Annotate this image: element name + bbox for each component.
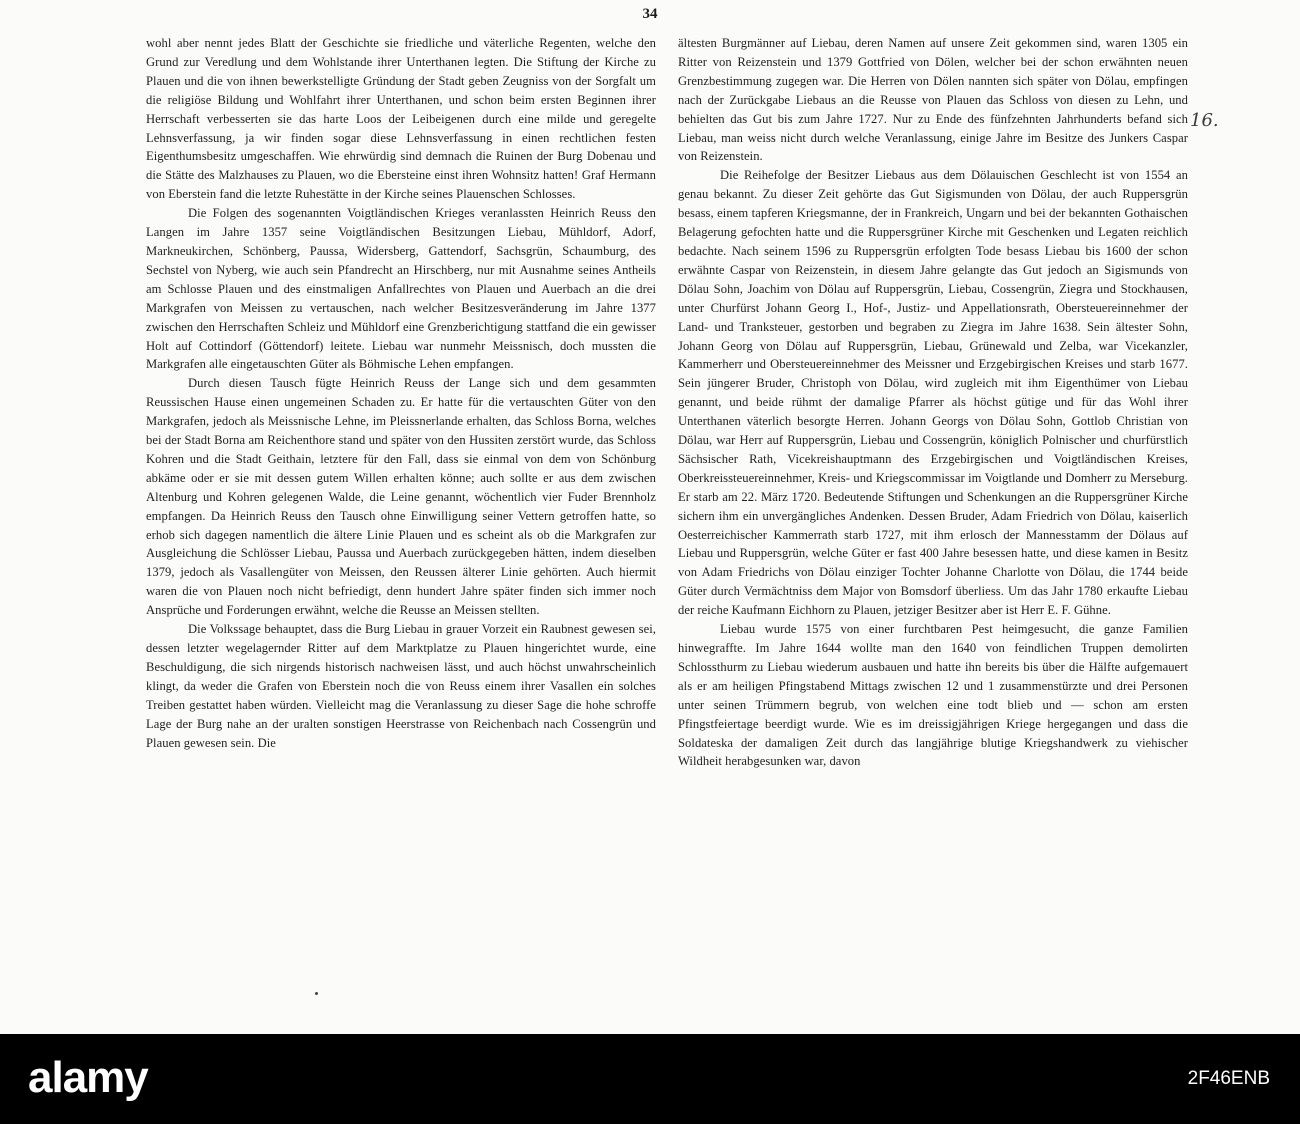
alamy-logo: alamy <box>28 1053 148 1102</box>
paragraph: wohl aber nennt jedes Blatt der Geschichte sie friedliche und väterliche Regenten, welche den Grund zur Veredlung und dem Wohlstande ihrer Unterthanen legten. Die Stiftung der Kirche zu Plauen und die von ihnen bewerkstelligte Gründung der Stadt geben Zeugniss von der Sorgfalt um die religiöse Bildung und Wohlfahrt ihrer Unterthanen, und schon beim ersten Beginnen ihrer Herrschaft verbesserten sie das harte Loos der Leibeigenen durch eine milde und geregelte Lehnsverfassung, ja wir finden sogar diese Lehnsverfassung in einen rechtlichen festen Eigenthumsbesitz umgeschaffen. Wie ehrwürdig sind demnach die Ruinen der Burg Dobenau und die Stätte des Malzhauses zu Plauen, wo die Ebersteine einst ihren Wohnsitz hatten! Graf Hermann von Eberstein fand die letzte Ruhestätte in der Kirche seines Plauenschen Schlosses. <box>146 36 656 202</box>
paragraph: ältesten Burgmänner auf Liebau, deren Namen auf unsere Zeit gekommen sind, waren 1305 ein Ritter von Reizenstein und 1379 Gottfried von Dölen, welcher bei der schon erwähnten neuen Grenzbestimmung zugegen war. Die Herren von Dölen nannten sich später von Dölau, empfingen nach der Zurückgabe Liebaus an die Reusse von Plauen das Schloss von diesen zu Lehn, und behielten das Gut bis zum Jahre 1727. Nur zu Ende des fünfzehnten Jahrhunderts befand sich Liebau, man weiss nicht durch welche Veranlassung, einige Jahre im Besitze des Junkers Caspar von Reizenstein. <box>678 36 1188 164</box>
handwritten-annotation: 16. <box>1190 110 1219 131</box>
paragraph: Die Volkssage behauptet, dass die Burg Liebau in grauer Vorzeit ein Raubnest gewesen sei, dessen letzter wegelagernder Ritter auf dem Marktplatze zu Plauen hingerichtet wurde, eine Beschuldigung, die sich nirgends historisch nachweisen lässt, und auch höchst unwahrscheinlich klingt, da weder die Grafen von Eberstein noch die von Reuss einem ihrer Vasallen ein solches Treiben gestattet haben würden. Vielleicht mag die Veranlassung zu dieser Sage die hohe schroffe Lage der Burg nahe an der uralten sonstigen Heerstrasse von Reichenbach nach Cossengrün und Plauen gewesen sein. Die <box>146 622 656 750</box>
paragraph: Die Folgen des sogenannten Voigtländischen Krieges veranlassten Heinrich Reuss den Langen im Jahre 1357 seine Voigtländischen Besitzungen Liebau, Mühldorf, Adorf, Markneukirchen, Schönberg, Paussa, Widersberg, Gattendorf, Sachsgrün, Schaumburg, des Sechstel von Nyberg, wie auch sein Pfandrecht an Hirschberg, nur mit Ausnahme seines Antheils am Schlosse Plauen und des einstmaligen Anfallrechtes von Plauen und Auerbach an die drei Markgrafen von Meissen zu vertauschen, nach welcher Besitzesveränderung im Jahre 1377 zwischen den Herrschaften Schleiz und Mühldorf eine Grenzberichtigung stattfand die ein gewisser Holt auf Cottindorf (Göttendorf) leitete. Liebau war nunmehr Meissnisch, doch mussten die Markgrafen alle eingetauschten Güter als Böhmische Lehen empfangen. <box>146 206 656 372</box>
watermark-bar <box>0 1034 1300 1124</box>
left-column <box>146 34 656 752</box>
image-id: 2F46ENB <box>1187 1068 1270 1089</box>
paragraph: Die Reihefolge der Besitzer Liebaus aus dem Dölauischen Geschlecht ist von 1554 an genau bekannt. Zu dieser Zeit gehörte das Gut Sigismunden von Dölau, der auch Ruppersgrün besass, einem tapferen Kriegsmanne, der in Frankreich, Ungarn und bei der bekannten Gothaischen Belagerung gefochten hatte und die Ruppersgrüner Kirche mit Geschenken und Legaten reichlich bedachte. Nach seinem 1596 zu Ruppersgrün erfolgten Tode besass Liebau bis 1600 der schon erwähnte Caspar von Reizenstein, in diesem Jahre gelangte das Gut jedoch an Sigismunds von Dölau Sohn, Joachim von Dölau auf Ruppersgrün, Liebau, Cossengrün, Ziegra und Stockhausen, unter Churfürst Johann Georg I., Hof-, Justiz- und Appellationsrath, Obersteuereinnehmer der Land- und Tranksteuer, gestorben und begraben zu Ziegra im Jahre 1638. Sein ältester Sohn, Johann Georg von Dölau auf Ruppersgrün, Liebau, Grünewald und Zelba, war Vicekanzler, Kammerherr und Obersteuereinnehmer des Meissner und Erzgebirgischen Kreises und starb 1677. Sein jüngerer Bruder, Christoph von Dölau, wird zugleich mit ihm Eigenthümer von Liebau genannt, und beide rühmt der damalige Pfarrer als höchst gütige und für das Wohl ihrer Unterthanen väterlich besorgte Herren. Johann Georgs von Dölau Sohn, Gottlob Christian von Dölau, war Herr auf Ruppersgrün, Liebau und Cossengrün, königlich Polnischer und churfürstlich Sächsischer Rath, Vicekreishauptmann des Erzgebirgischen und Voigtländischen Kreises, Oberkreissteuereinnehmer, Kreis- und Kriegscommissar im Voigtlande und Domherr zu Merseburg. Er starb am 22. März 1720. Bedeutende Stiftungen und Schenkungen an die Ruppersgrüner Kirche sichern ihm ein unvergängliches Andenken. Dessen Bruder, Adam Friedrich von Dölau, kaiserlich Oesterreichischer Kammerrath starb 1727, mit ihm erlosch der Mannesstamm der Dölaus auf Liebau und Ruppersgrün, welche Güter er fast 400 Jahre besessen hatte, und diese kamen in Besitz von Adam Friedrichs von Dölau einziger Tochter Johanne Charlotte von Dölau, die 1744 beide Güter durch Vermächtniss dem Major von Bomsdorf überliess. Um das Jahr 1780 erkaufte Liebau der reiche Kaufmann Eichhorn zu Plauen, jetziger Besitzer aber ist Herr E. F. Gühne. <box>678 168 1188 618</box>
paragraph: Liebau wurde 1575 von einer furchtbaren Pest heimgesucht, die ganze Familien hinwegraffte. Im Jahre 1644 wollte man den 1640 von feindlichen Truppen demolirten Schlossthurm zu Liebau wiederum ausbauen und hatte ihn bereits bis über die Hälfte aufgemauert als er am heiligen Pfingstabend Mittags zwischen 12 und 1 zusammenstürzte und drei Personen unter seinen Trümmern begrub, von welchen eine todt blieb und — schon am ersten Pfingstfeiertage beerdigt wurde. Wie es im dreissigjährigen Kriege hergegangen und dass die Soldateska der damaligen Zeit durch das langjährige blutige Kriegshandwerk zu viehischer Wildheit herabgesunken war, davon <box>678 622 1188 769</box>
paragraph: Durch diesen Tausch fügte Heinrich Reuss der Lange sich und dem gesammten Reussischen Hause einen ungemeinen Schaden zu. Er hatte für die vertauschten Güter von den Markgrafen, jedoch als Meissnische Lehne, im Pleissnerlande erhalten, das Schloss Borna, welches bei der Stadt Borna am Reichenthore stand und später von den Hussiten zerstört wurde, das Schloss Kohren und die Stadt Geithain, letztere für den Fall, dass sie einmal von dem von Schönburg abkäme oder er sie mit dessen gutem Willen erhalten könne; auch sollte er aus dem zwischen Altenburg und Kohren gelegenen Walde, die Leine genannt, wöchentlich vier Fuder Brennholz empfangen. Da Heinrich Reuss den Tausch ohne Einwilligung seiner Vettern getroffen hatte, so erhob sich dagegen namentlich die ältere Linie Plauen und es scheint als ob die Markgrafen zur Ausgleichung die Schlösser Liebau, Paussa und Auerbach zurückgegeben hätten, indem dieselben 1379, jedoch als Vasallengüter von Meissen, den Reussen älterer Linie gehörten. Auch hiermit waren die von Plauen noch nicht befriedigt, denn hundert Jahre später finden sich immer noch Ansprüche und Forderungen erwähnt, welche die Reusse an Meissen stellten. <box>146 376 656 618</box>
right-column <box>678 34 1188 771</box>
ink-speck <box>315 992 318 995</box>
page-number: 34 <box>642 6 658 22</box>
